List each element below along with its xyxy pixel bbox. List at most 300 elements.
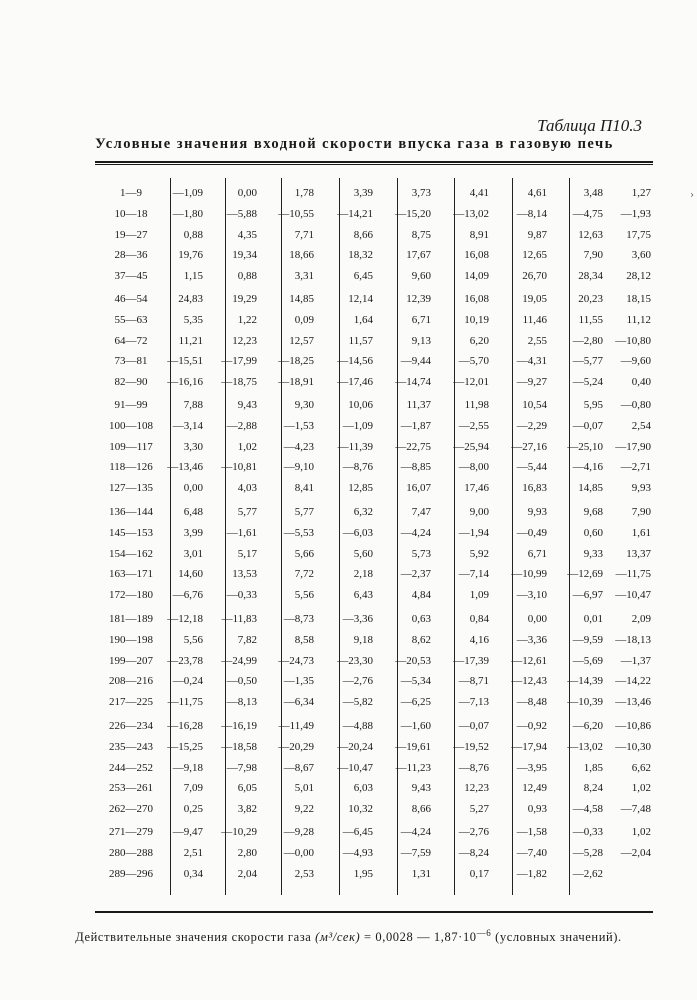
value-cell: —17,46: [337, 376, 373, 389]
value-cell: 3,48: [583, 187, 603, 199]
value-cell: 12,65: [522, 249, 547, 262]
value-cell: 0,34: [183, 867, 203, 880]
value-cell: 9,43: [411, 782, 431, 795]
value-cell: 20,23: [578, 293, 603, 305]
value-cell: —2,55: [458, 419, 489, 432]
value-cell: —4,24: [400, 826, 431, 838]
value-cell: 9,22: [294, 803, 314, 816]
value-cell: 17,67: [406, 249, 431, 262]
value-cell: —7,48: [620, 803, 651, 816]
value-cell: —24,73: [278, 654, 314, 667]
table-row: [95, 716, 653, 736]
footnote-formula: = 0,0028 — 1,87·10: [360, 930, 477, 945]
value-cell: 14,60: [178, 568, 203, 581]
value-cell: 14,85: [289, 293, 314, 305]
row-range: 289—296: [109, 867, 153, 880]
value-cell: 16,08: [464, 249, 489, 262]
table-title: Условные значения входной скорости впуска газа в газовую печь: [95, 136, 614, 152]
value-cell: —7,40: [516, 846, 547, 859]
table-row: [95, 502, 653, 522]
table-row: [95, 758, 653, 778]
table-row: [95, 799, 653, 819]
value-cell: 0,88: [183, 228, 203, 241]
value-cell: —20,24: [337, 740, 373, 753]
row-range: 64—72: [114, 334, 148, 347]
value-cell: —1,94: [458, 526, 489, 539]
value-cell: 16,07: [406, 482, 431, 495]
value-cell: —7,59: [400, 846, 431, 859]
row-range: 145—153: [109, 526, 153, 539]
value-cell: 0,40: [631, 376, 651, 389]
value-cell: 2,18: [353, 568, 373, 581]
value-cell: —24,99: [221, 654, 257, 667]
value-cell: 5,56: [294, 589, 314, 602]
table-row: [95, 822, 653, 842]
value-cell: —1,09: [172, 187, 203, 199]
value-cell: 2,80: [237, 846, 257, 859]
value-cell: 7,82: [237, 633, 257, 646]
value-cell: —9,10: [283, 461, 314, 474]
value-cell: —2,76: [458, 826, 489, 838]
value-cell: —5,53: [283, 526, 314, 539]
row-range: 1—9: [120, 187, 142, 199]
table-row: [95, 478, 653, 498]
table-row: [95, 630, 653, 650]
row-range: 244—252: [109, 761, 153, 774]
value-cell: 6,05: [237, 782, 257, 795]
value-cell: 1,09: [469, 589, 489, 602]
value-cell: 2,04: [237, 867, 257, 880]
value-cell: 0,17: [469, 867, 489, 880]
value-cell: 1,64: [353, 313, 373, 326]
value-cell: 14,85: [578, 482, 603, 495]
value-cell: 8,62: [411, 633, 431, 646]
row-range: 100—108: [109, 419, 153, 432]
value-cell: —9,44: [400, 355, 431, 368]
value-cell: —5,28: [572, 846, 603, 859]
footnote-suffix: (условных значений).: [491, 930, 622, 945]
value-cell: —3,36: [516, 633, 547, 646]
value-cell: 9,43: [237, 399, 257, 411]
value-cell: 12,85: [348, 482, 373, 495]
value-cell: 13,53: [232, 568, 257, 581]
row-range: 28—36: [114, 249, 148, 262]
value-cell: —6,03: [342, 526, 373, 539]
row-range: 163—171: [109, 568, 153, 581]
value-cell: 3,82: [237, 803, 257, 816]
value-cell: —7,98: [226, 761, 257, 774]
value-cell: 1,22: [237, 313, 257, 326]
value-cell: 9,60: [411, 270, 431, 283]
value-cell: —17,99: [221, 355, 257, 368]
value-cell: 6,43: [353, 589, 373, 602]
value-cell: 9,18: [353, 633, 373, 646]
value-cell: 12,49: [522, 782, 547, 795]
value-cell: 9,30: [294, 399, 314, 411]
table-label: Таблица П10.3: [537, 116, 642, 135]
value-cell: —1,35: [283, 675, 314, 688]
row-range: 253—261: [109, 782, 153, 795]
value-cell: 11,98: [464, 399, 489, 411]
value-cell: 9,93: [527, 506, 547, 518]
value-cell: —8,00: [458, 461, 489, 474]
value-cell: —11,23: [395, 761, 431, 774]
value-cell: —3,14: [172, 419, 203, 432]
value-cell: 8,91: [469, 228, 489, 241]
value-cell: —12,01: [453, 376, 489, 389]
value-cell: 3,99: [183, 526, 203, 539]
value-cell: —25,94: [453, 440, 489, 453]
value-cell: —4,23: [283, 440, 314, 453]
value-cell: 10,19: [464, 313, 489, 326]
value-cell: —10,29: [221, 826, 257, 838]
row-range: 262—270: [109, 803, 153, 816]
value-cell: —23,78: [167, 654, 203, 667]
value-cell: —1,61: [226, 526, 257, 539]
value-cell: 12,57: [289, 334, 314, 347]
value-cell: —18,25: [278, 355, 314, 368]
value-cell: —5,70: [458, 355, 489, 368]
footnote: [0, 928, 697, 945]
value-cell: —10,99: [511, 568, 547, 581]
value-cell: —5,44: [516, 461, 547, 474]
value-cell: —9,60: [620, 355, 651, 368]
table-row: [95, 183, 653, 203]
value-cell: 0,63: [411, 613, 431, 625]
value-cell: —8,71: [458, 675, 489, 688]
value-cell: —8,73: [283, 613, 314, 625]
value-cell: —10,81: [221, 461, 257, 474]
row-range: 199—207: [109, 654, 153, 667]
value-cell: 19,34: [232, 249, 257, 262]
value-cell: 7,90: [631, 506, 651, 518]
value-cell: —17,90: [615, 440, 651, 453]
value-cell: —11,39: [337, 440, 373, 453]
value-cell: 19,29: [232, 293, 257, 305]
table-row: [95, 692, 653, 712]
row-range: 190—198: [109, 633, 153, 646]
value-cell: —1,53: [283, 419, 314, 432]
value-cell: —13,02: [453, 207, 489, 220]
value-cell: 26,70: [522, 270, 547, 283]
value-cell: —0,33: [572, 826, 603, 838]
value-cell: 28,12: [626, 270, 651, 283]
value-cell: —8,13: [226, 696, 257, 709]
table-row: [95, 457, 653, 477]
value-cell: —8,85: [400, 461, 431, 474]
table-row: [95, 266, 653, 286]
value-cell: —8,14: [516, 207, 547, 220]
value-cell: 13,37: [626, 547, 651, 560]
value-cell: —6,25: [400, 696, 431, 709]
value-cell: 7,71: [294, 228, 314, 241]
value-cell: —5,77: [572, 355, 603, 368]
value-cell: —14,56: [337, 355, 373, 368]
value-cell: 6,62: [631, 761, 651, 774]
value-cell: 5,56: [183, 633, 203, 646]
value-cell: —16,16: [167, 376, 203, 389]
value-cell: —12,69: [567, 568, 603, 581]
value-cell: 6,32: [353, 506, 373, 518]
row-range: 226—234: [109, 720, 153, 732]
value-cell: —8,67: [283, 761, 314, 774]
value-cell: 5,17: [237, 547, 257, 560]
value-cell: 9,93: [631, 482, 651, 495]
value-cell: 8,58: [294, 633, 314, 646]
value-cell: 0,00: [183, 482, 203, 495]
table-bottom-rule: [95, 911, 653, 913]
value-cell: 7,88: [183, 399, 203, 411]
value-cell: —5,88: [226, 207, 257, 220]
value-cell: —15,25: [167, 740, 203, 753]
value-cell: 8,75: [411, 228, 431, 241]
value-cell: —8,76: [342, 461, 373, 474]
value-cell: 4,61: [527, 187, 547, 199]
value-cell: —7,13: [458, 696, 489, 709]
table-row: [95, 843, 653, 863]
value-cell: 12,39: [406, 293, 431, 305]
value-cell: —1,82: [516, 867, 547, 880]
row-range: 19—27: [114, 228, 148, 241]
value-cell: 17,46: [464, 482, 489, 495]
row-range: 181—189: [109, 613, 153, 625]
value-cell: 3,60: [631, 249, 651, 262]
value-cell: 8,66: [411, 803, 431, 816]
table-top-rule-thin: [95, 164, 653, 165]
value-cell: 5,92: [469, 547, 489, 560]
value-cell: —6,45: [342, 826, 373, 838]
value-cell: —0,07: [458, 720, 489, 732]
value-cell: 8,24: [583, 782, 603, 795]
value-cell: —11,75: [615, 568, 651, 581]
value-cell: 9,68: [583, 506, 603, 518]
value-cell: 28,34: [578, 270, 603, 283]
value-cell: —13,02: [567, 740, 603, 753]
value-cell: 1,02: [631, 826, 651, 838]
value-cell: —9,28: [283, 826, 314, 838]
value-cell: —2,76: [342, 675, 373, 688]
value-cell: —12,61: [511, 654, 547, 667]
value-cell: 0,84: [469, 613, 489, 625]
value-cell: —5,82: [342, 696, 373, 709]
row-range: 10—18: [114, 207, 148, 220]
value-cell: —0,33: [226, 589, 257, 602]
row-range: 271—279: [109, 826, 153, 838]
value-cell: —0,00: [283, 846, 314, 859]
value-cell: —10,47: [337, 761, 373, 774]
value-cell: —5,24: [572, 376, 603, 389]
value-cell: —0,24: [172, 675, 203, 688]
value-cell: —12,18: [167, 613, 203, 625]
value-cell: 7,09: [183, 782, 203, 795]
value-cell: 1,78: [294, 187, 314, 199]
row-range: 127—135: [109, 482, 153, 495]
value-cell: 3,31: [294, 270, 314, 283]
value-cell: 12,23: [232, 334, 257, 347]
row-range: 217—225: [109, 696, 153, 709]
value-cell: —23,30: [337, 654, 373, 667]
row-range: 73—81: [114, 355, 148, 368]
value-cell: 19,76: [178, 249, 203, 262]
value-cell: —4,16: [572, 461, 603, 474]
value-cell: 17,75: [626, 228, 651, 241]
table-row: [95, 778, 653, 798]
value-cell: 4,84: [411, 589, 431, 602]
value-cell: —1,80: [172, 207, 203, 220]
value-cell: —20,29: [278, 740, 314, 753]
value-cell: —1,93: [620, 207, 651, 220]
value-cell: 9,87: [527, 228, 547, 241]
value-cell: 12,23: [464, 782, 489, 795]
value-cell: —4,75: [572, 207, 603, 220]
value-cell: —13,46: [615, 696, 651, 709]
row-range: 109—117: [109, 440, 153, 453]
table-row: [95, 523, 653, 543]
value-cell: —2,04: [620, 846, 651, 859]
value-cell: 0,00: [527, 613, 547, 625]
value-cell: 2,53: [294, 867, 314, 880]
value-cell: —25,10: [567, 440, 603, 453]
value-cell: —2,37: [400, 568, 431, 581]
value-cell: —14,74: [395, 376, 431, 389]
table-row: [95, 331, 653, 351]
row-range: 46—54: [114, 293, 148, 305]
value-cell: —14,21: [337, 207, 373, 220]
value-cell: 5,35: [183, 313, 203, 326]
value-cell: 5,77: [294, 506, 314, 518]
row-range: 118—126: [109, 461, 153, 474]
value-cell: —18,91: [278, 376, 314, 389]
table-row: [95, 395, 653, 415]
value-cell: 1,15: [183, 270, 203, 283]
value-cell: —1,87: [400, 419, 431, 432]
value-cell: —4,24: [400, 526, 431, 539]
value-cell: 0,09: [294, 313, 314, 326]
value-cell: 11,55: [578, 313, 603, 326]
row-range: 55—63: [114, 313, 148, 326]
value-cell: 6,03: [353, 782, 373, 795]
value-cell: —27,16: [511, 440, 547, 453]
value-cell: —18,58: [221, 740, 257, 753]
row-range: 136—144: [109, 506, 153, 518]
value-cell: —15,20: [395, 207, 431, 220]
value-cell: —3,10: [516, 589, 547, 602]
value-cell: —2,71: [620, 461, 651, 474]
value-cell: —10,30: [615, 740, 651, 753]
value-cell: —18,13: [615, 633, 651, 646]
value-cell: —10,39: [567, 696, 603, 709]
value-cell: —17,39: [453, 654, 489, 667]
value-cell: —2,29: [516, 419, 547, 432]
value-cell: 16,08: [464, 293, 489, 305]
value-cell: 5,60: [353, 547, 373, 560]
value-cell: 4,03: [237, 482, 257, 495]
value-cell: —4,58: [572, 803, 603, 816]
value-cell: 2,51: [183, 846, 203, 859]
value-cell: —19,52: [453, 740, 489, 753]
value-cell: 9,00: [469, 506, 489, 518]
row-range: 172—180: [109, 589, 153, 602]
value-cell: 9,13: [411, 334, 431, 347]
value-cell: —5,34: [400, 675, 431, 688]
value-cell: —6,97: [572, 589, 603, 602]
value-cell: 18,32: [348, 249, 373, 262]
table-row: [95, 737, 653, 757]
row-range: 91—99: [114, 399, 148, 411]
value-cell: 10,54: [522, 399, 547, 411]
value-cell: —11,75: [167, 696, 203, 709]
value-cell: 2,09: [631, 613, 651, 625]
value-cell: 0,93: [527, 803, 547, 816]
value-cell: —1,37: [620, 654, 651, 667]
value-cell: —6,34: [283, 696, 314, 709]
value-cell: 18,15: [626, 293, 651, 305]
value-cell: 10,06: [348, 399, 373, 411]
value-cell: 11,12: [626, 313, 651, 326]
value-cell: —8,76: [458, 761, 489, 774]
table-row: [95, 609, 653, 629]
value-cell: —0,49: [516, 526, 547, 539]
value-cell: 1,85: [583, 761, 603, 774]
value-cell: —14,22: [615, 675, 651, 688]
value-cell: —18,75: [221, 376, 257, 389]
value-cell: —1,60: [400, 720, 431, 732]
value-cell: —11,49: [278, 720, 314, 732]
value-cell: —10,55: [278, 207, 314, 220]
table-row: [95, 585, 653, 605]
value-cell: 8,41: [294, 482, 314, 495]
value-cell: —14,39: [567, 675, 603, 688]
value-cell: 8,66: [353, 228, 373, 241]
value-cell: —6,76: [172, 589, 203, 602]
value-cell: 0,00: [237, 187, 257, 199]
table-row: [95, 864, 653, 884]
value-cell: —6,20: [572, 720, 603, 732]
edge-mark: ›: [690, 190, 694, 201]
value-cell: —16,19: [221, 720, 257, 732]
row-range: 280—288: [109, 846, 153, 859]
value-cell: —1,09: [342, 419, 373, 432]
table-row: [95, 310, 653, 330]
table-row: [95, 671, 653, 691]
value-cell: —19,61: [395, 740, 431, 753]
value-cell: —4,93: [342, 846, 373, 859]
value-cell: —16,28: [167, 720, 203, 732]
value-cell: 0,25: [183, 803, 203, 816]
value-cell: 6,20: [469, 334, 489, 347]
value-cell: —8,24: [458, 846, 489, 859]
table-row: [95, 372, 653, 392]
value-cell: 3,01: [183, 547, 203, 560]
value-cell: 7,90: [583, 249, 603, 262]
value-cell: 1,02: [631, 782, 651, 795]
footnote-prefix: Действительные значения скорости газа: [75, 930, 316, 945]
value-cell: —12,43: [511, 675, 547, 688]
table-row: [95, 204, 653, 224]
value-cell: 5,77: [237, 506, 257, 518]
value-cell: —0,80: [620, 399, 651, 411]
table-row: [95, 245, 653, 265]
value-cell: 1,31: [411, 867, 431, 880]
value-cell: 2,54: [631, 419, 651, 432]
value-cell: —2,62: [572, 867, 603, 880]
value-cell: —17,94: [511, 740, 547, 753]
table-top-rule: [95, 161, 653, 163]
table-row: [95, 351, 653, 371]
value-cell: 2,55: [527, 334, 547, 347]
value-cell: 7,47: [411, 506, 431, 518]
value-cell: 1,27: [631, 187, 651, 199]
